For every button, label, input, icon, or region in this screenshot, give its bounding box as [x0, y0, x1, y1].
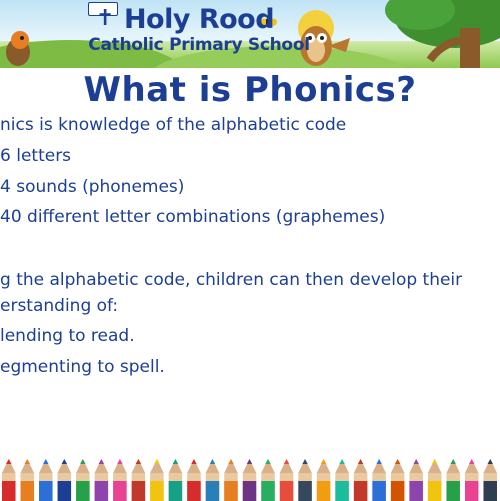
cross-icon: ✝ [96, 6, 115, 31]
pencil [187, 459, 201, 501]
pencil [391, 459, 405, 501]
body-line-definition: nics is knowledge of the alphabetic code [0, 115, 347, 135]
pencil [465, 459, 479, 501]
tree-illustration [360, 0, 500, 68]
body-line-segmenting: egmenting to spell. [0, 357, 165, 377]
school-name [84, 0, 314, 54]
body-line-combinations: 40 different letter combinations (graphemes) [0, 207, 386, 227]
pencil [113, 459, 127, 501]
body-line-letters: 6 letters [0, 146, 72, 166]
pencil [280, 459, 294, 501]
pencil [39, 459, 53, 501]
pencil [372, 459, 386, 501]
pencil [261, 459, 275, 501]
pencil [58, 459, 72, 501]
body-line-blending: lending to read. [0, 326, 135, 346]
pencil [95, 459, 109, 501]
bird-icon [2, 28, 36, 68]
pencil [354, 459, 368, 501]
pencil [169, 459, 183, 501]
pencil [21, 459, 35, 501]
slide-title: What is Phonics? [83, 70, 417, 110]
pencil [483, 459, 497, 501]
body-line-develop: g the alphabetic code, children can then develop their [0, 270, 463, 290]
pencil [206, 459, 220, 501]
pencil [317, 459, 331, 501]
pencil [132, 459, 146, 501]
body-line-understanding: erstanding of: [0, 296, 119, 316]
header-banner [0, 0, 500, 68]
pencil [76, 459, 90, 501]
pencil-border [0, 457, 500, 501]
pencil [428, 459, 442, 501]
pencil [2, 459, 16, 501]
pencil [298, 459, 312, 501]
pencil [446, 459, 460, 501]
school-name-line2: Catholic Primary School [88, 35, 310, 55]
pencil [150, 459, 164, 501]
pencil [409, 459, 423, 501]
body-line-sounds: 4 sounds (phonemes) [0, 177, 185, 197]
pencil [224, 459, 238, 501]
school-name-line1: Holy Rood [123, 4, 275, 35]
pencil [243, 459, 257, 501]
pencil [335, 459, 349, 501]
